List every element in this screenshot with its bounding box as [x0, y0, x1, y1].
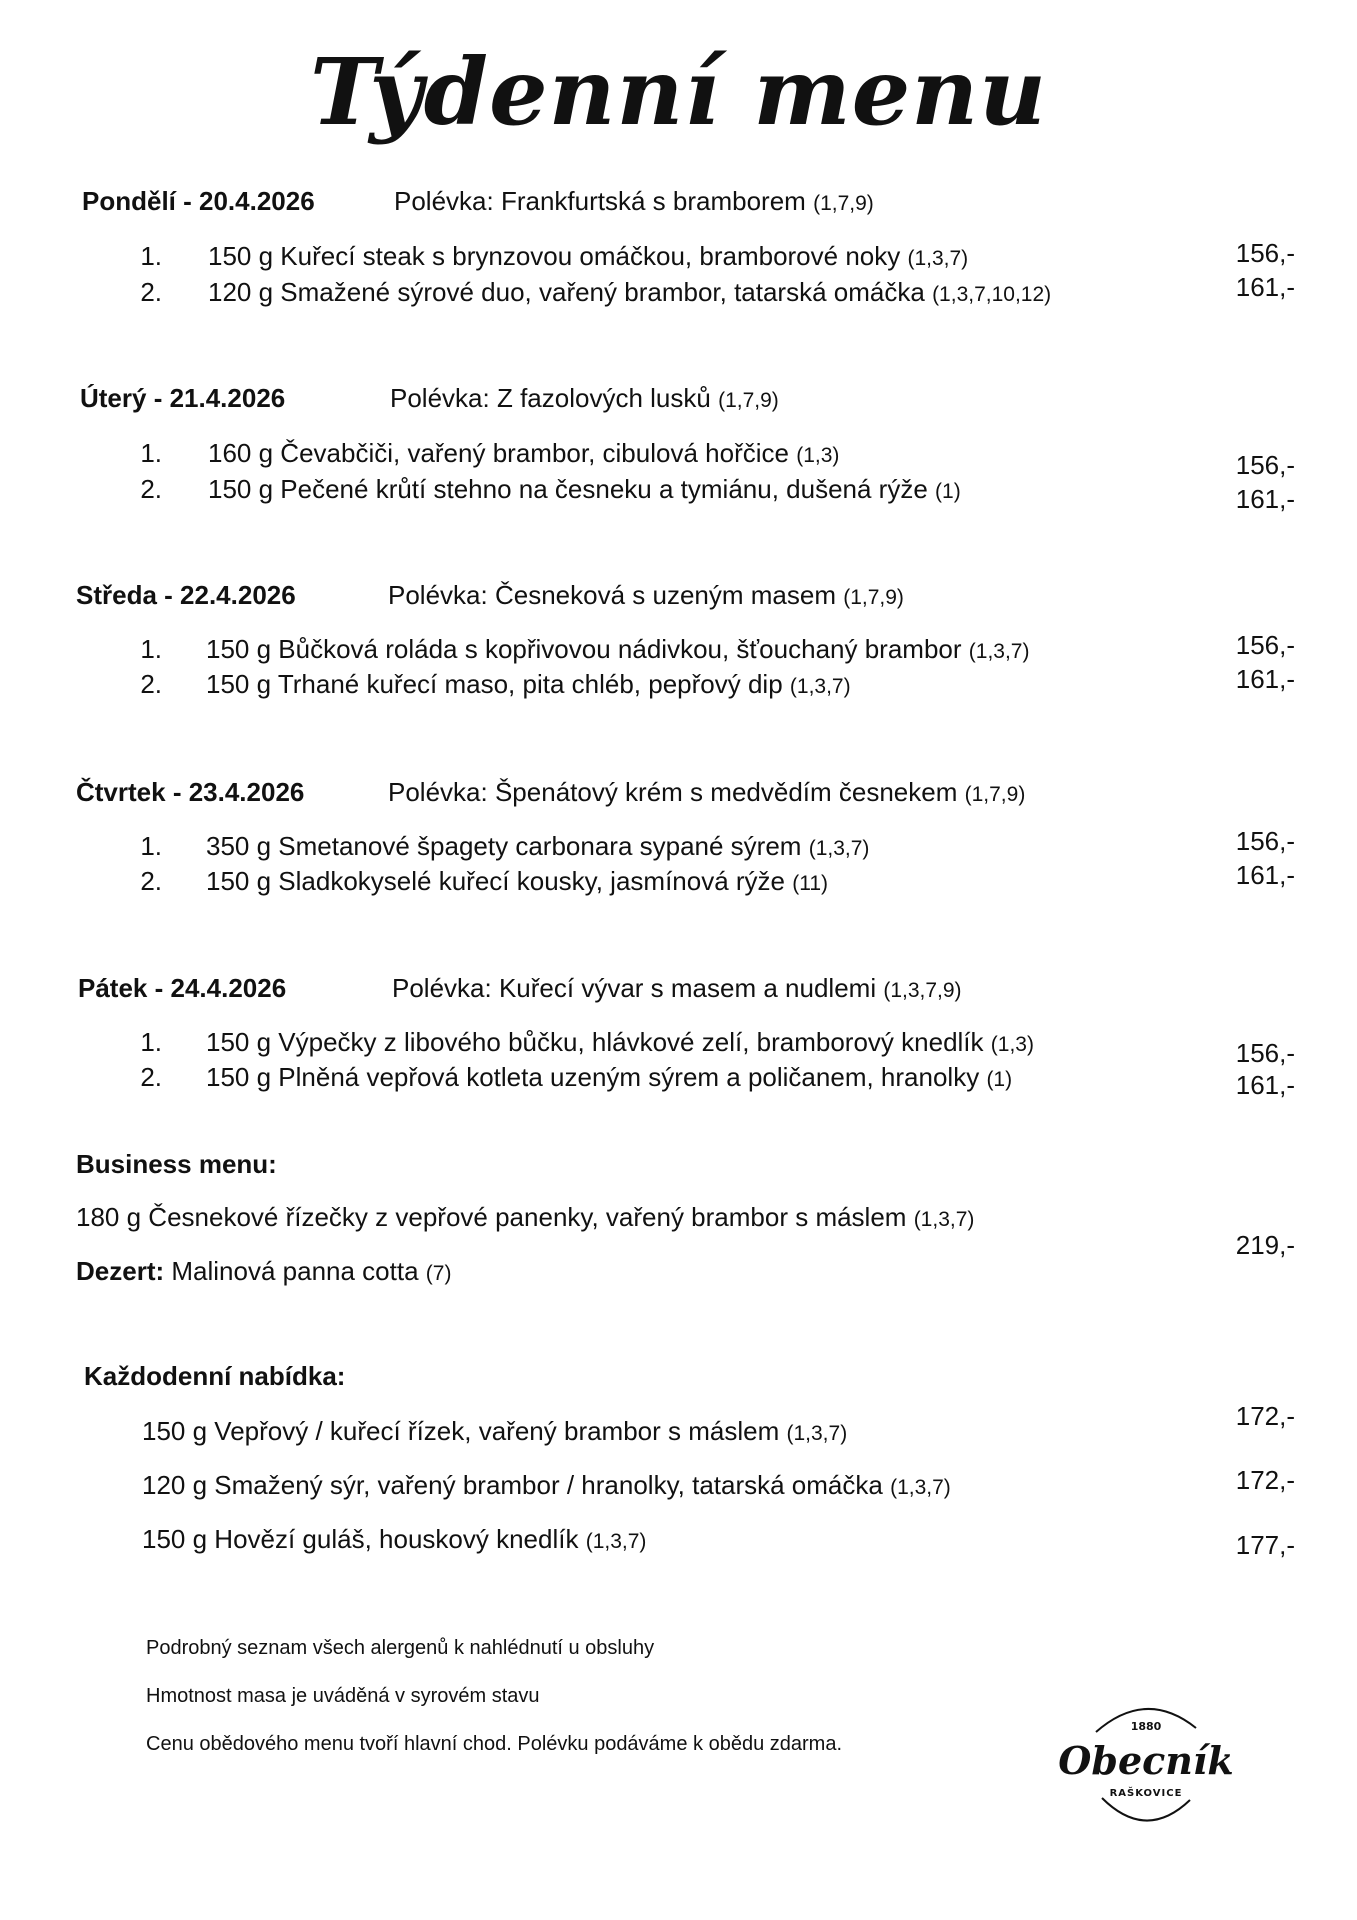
logo-year: 1880: [1130, 1720, 1162, 1733]
dessert-allergens: (7): [425, 1262, 452, 1285]
day-heading: Pátek - 24.4.2026: [78, 973, 287, 1003]
menu-item: [208, 438, 839, 469]
soup-line: [388, 580, 904, 611]
daily-item-allergens: (1,3,7): [585, 1530, 647, 1553]
item-price: 161,-: [1235, 860, 1295, 890]
menu-item: [206, 634, 1029, 665]
item-price: 161,-: [1235, 1070, 1295, 1100]
note-weight: Hmotnost masa je uváděná v syrovém stavu: [146, 1685, 540, 1707]
soup-name: Z fazolových lusků: [496, 383, 711, 413]
menu-item: [206, 669, 851, 700]
soup-allergens: (1,7,9): [843, 586, 904, 609]
item-number: 1.: [140, 438, 162, 468]
business-heading: Business menu:: [76, 1149, 277, 1179]
item-allergens: (1,3,7): [907, 247, 969, 270]
daily-price: 172,-: [1235, 1465, 1295, 1495]
daily-item: [142, 1470, 951, 1501]
item-price: 156,-: [1235, 450, 1295, 480]
day-heading: Úterý - 21.4.2026: [80, 383, 286, 413]
item-price: 161,-: [1235, 484, 1295, 514]
business-main-text: 180 g Česnekové řízečky z vepřové panenky, vařený brambor s máslem: [76, 1202, 907, 1232]
daily-item-allergens: (1,3,7): [890, 1476, 951, 1499]
item-allergens: (1): [986, 1068, 1013, 1091]
soup-allergens: (1,3,7,9): [883, 979, 962, 1002]
daily-item-text: 120 g Smažený sýr, vařený brambor / hranolky, tatarská omáčka: [142, 1470, 883, 1500]
item-number: 2.: [140, 669, 162, 699]
item-allergens: (1,3,7): [968, 640, 1030, 663]
menu-item: [206, 831, 869, 862]
item-price: 156,-: [1235, 1038, 1295, 1068]
menu-item: [206, 1027, 1034, 1058]
daily-heading: Každodenní nabídka:: [84, 1361, 346, 1391]
soup-label: Polévka:: [392, 973, 492, 1003]
item-price: 156,-: [1235, 630, 1295, 660]
item-number: 1.: [140, 634, 162, 664]
item-text: 150 g Sladkokyselé kuřecí kousky, jasmínová rýže: [206, 866, 786, 896]
item-number: 1.: [140, 1027, 162, 1057]
daily-item-allergens: (1,3,7): [786, 1422, 848, 1445]
soup-line: [392, 973, 962, 1004]
item-allergens: (1,3,7): [808, 837, 870, 860]
item-price: 156,-: [1235, 238, 1295, 268]
daily-item-text: 150 g Vepřový / kuřecí řízek, vařený brambor s máslem: [142, 1416, 780, 1446]
soup-allergens: (1,7,9): [813, 192, 874, 215]
soup-label: Polévka:: [390, 383, 490, 413]
menu-item: [206, 1062, 1012, 1093]
soup-line: [388, 777, 1025, 808]
note-price: Cenu obědového menu tvoří hlavní chod. Polévku podáváme k obědu zdarma.: [146, 1733, 842, 1755]
logo-emblem: [1056, 1690, 1236, 1840]
item-allergens: (1,3,7,10,12): [932, 283, 1052, 306]
item-text: 150 g Plněná vepřová kotleta uzeným sýrem a poličanem, hranolky: [206, 1062, 980, 1092]
item-text: 120 g Smažené sýrové duo, vařený brambor, tatarská omáčka: [208, 277, 925, 307]
item-price: 161,-: [1235, 272, 1295, 302]
soup-allergens: (1,7,9): [964, 783, 1026, 806]
item-price: 156,-: [1235, 826, 1295, 856]
day-heading: Středa - 22.4.2026: [76, 580, 296, 610]
menu-item: [208, 241, 968, 272]
item-text: 150 g Trhané kuřecí maso, pita chléb, pepřový dip: [206, 669, 783, 699]
day-heading: Čtvrtek - 23.4.2026: [76, 777, 305, 807]
daily-item-text: 150 g Hovězí guláš, houskový knedlík: [142, 1524, 579, 1554]
item-text: 350 g Smetanové špagety carbonara sypané sýrem: [206, 831, 802, 861]
soup-line: [390, 383, 779, 414]
dessert-text: Malinová panna cotta: [171, 1256, 419, 1286]
item-text: 150 g Bůčková roláda s kopřivovou nádivkou, šťouchaný brambor: [206, 634, 962, 664]
business-main-allergens: (1,3,7): [913, 1208, 975, 1231]
item-number: 1.: [140, 831, 162, 861]
soup-label: Polévka:: [388, 580, 488, 610]
daily-price: 177,-: [1235, 1530, 1295, 1560]
note-allergens: Podrobný seznam všech alergenů k nahlédnutí u obsluhy: [146, 1637, 655, 1659]
item-number: 1.: [140, 241, 162, 271]
item-number: 2.: [140, 866, 162, 896]
page-title: Týdenní menu: [309, 38, 1048, 146]
item-allergens: (1,3,7): [789, 675, 851, 698]
day-heading: Pondělí - 20.4.2026: [82, 186, 315, 216]
item-text: 150 g Pečené krůtí stehno na česneku a tymiánu, dušená rýže: [208, 474, 928, 504]
soup-name: Frankfurtská s bramborem: [500, 186, 806, 216]
item-text: 150 g Výpečky z libového bůčku, hlávkové zelí, bramborový knedlík: [206, 1027, 984, 1057]
dessert-label: Dezert:: [76, 1256, 165, 1286]
business-price: 219,-: [1235, 1230, 1295, 1260]
logo-name: Obecník: [1058, 1738, 1234, 1783]
item-text: 160 g Čevabčiči, vařený brambor, cibulová hořčice: [208, 438, 789, 468]
soup-allergens: (1,7,9): [718, 389, 779, 412]
soup-line: [394, 186, 874, 217]
business-dessert: [76, 1256, 451, 1287]
soup-name: Kuřecí vývar s masem a nudlemi: [498, 973, 877, 1003]
item-allergens: (11): [792, 872, 829, 895]
soup-label: Polévka:: [394, 186, 494, 216]
soup-name: Česneková s uzeným masem: [494, 580, 836, 610]
daily-item: [142, 1416, 847, 1447]
item-number: 2.: [140, 1062, 162, 1092]
menu-item: [208, 474, 961, 505]
item-price: 161,-: [1235, 664, 1295, 694]
daily-price: 172,-: [1235, 1401, 1295, 1431]
item-allergens: (1,3): [990, 1033, 1034, 1056]
item-number: 2.: [140, 277, 162, 307]
menu-item: [206, 866, 828, 897]
business-main: [76, 1202, 974, 1233]
obecnik-logo: [1056, 1690, 1236, 1840]
soup-label: Polévka:: [388, 777, 488, 807]
item-allergens: (1,3): [796, 444, 840, 467]
menu-item: [208, 277, 1051, 308]
daily-item: [142, 1524, 646, 1555]
item-allergens: (1): [935, 480, 961, 503]
item-number: 2.: [140, 474, 162, 504]
item-text: 150 g Kuřecí steak s brynzovou omáčkou, bramborové noky: [208, 241, 901, 271]
soup-name: Špenátový krém s medvědím česnekem: [494, 777, 958, 807]
logo-place: RAŠKOVICE: [1109, 1788, 1183, 1799]
